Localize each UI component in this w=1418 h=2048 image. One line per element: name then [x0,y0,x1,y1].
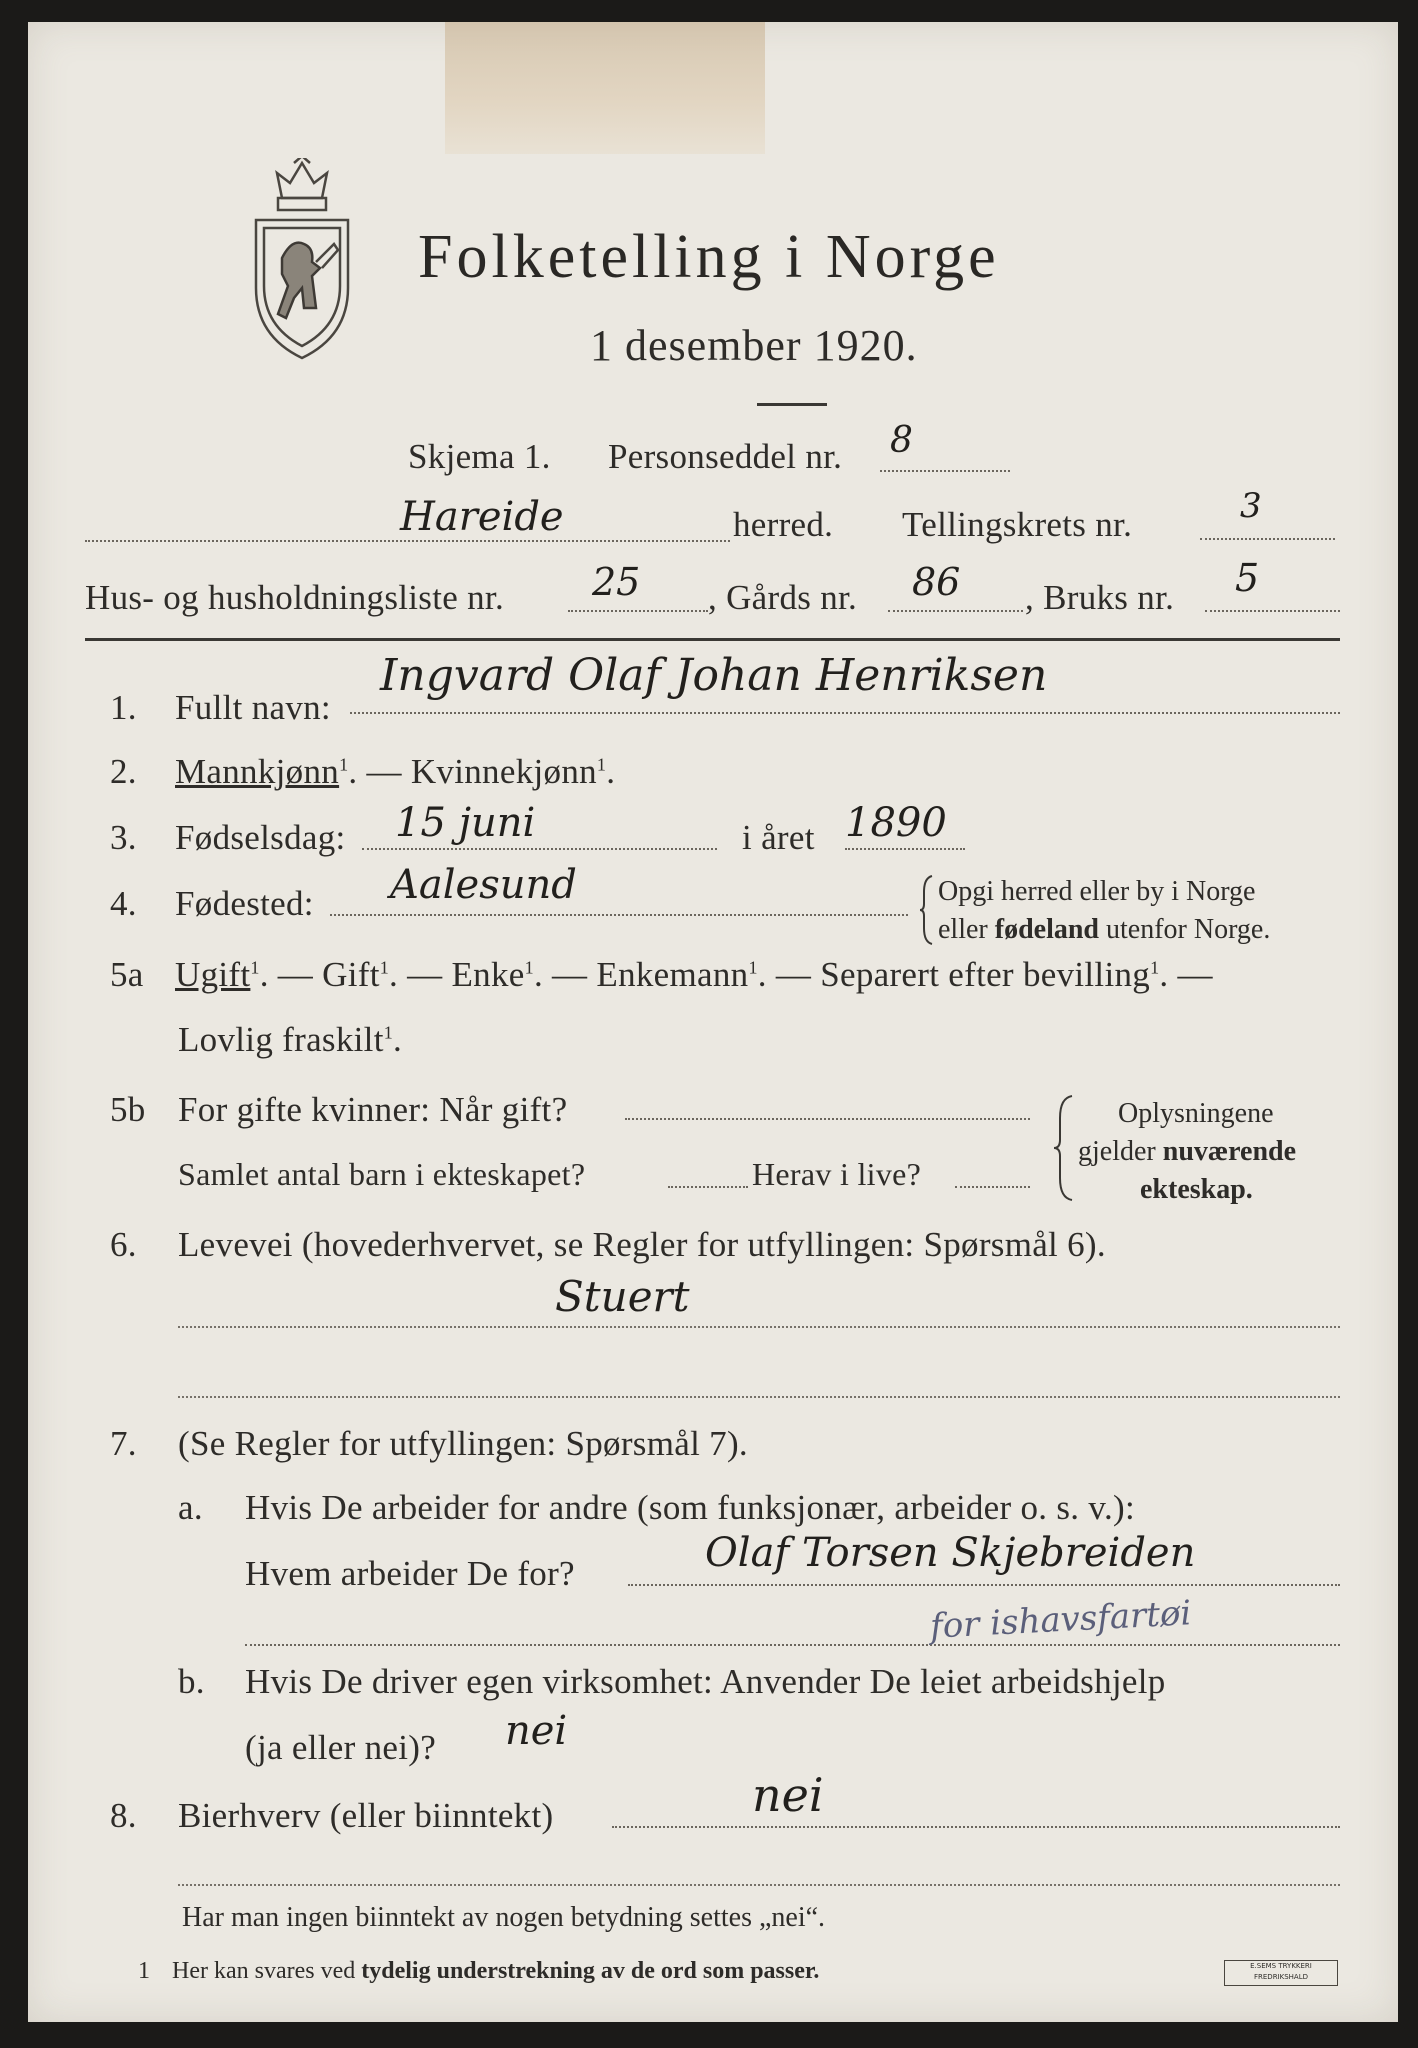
q8-number: 8. [110,1796,137,1835]
q5b-note-line-3: ekteskap. [1140,1174,1253,1205]
herred-value[interactable]: Hareide [400,494,564,540]
q5a-marital-options [175,955,1213,995]
q7b-label-1: Hvis De driver egen virksomhet: Anvender De leiet arbeidshjelp [245,1662,1166,1701]
q5b-field-line-3 [955,1186,1030,1188]
q3-birthday-value[interactable]: 15 juni [395,800,536,846]
q7a-label-1: Hvis De arbeider for andre (som funksjonær, arbeider o. s. v.): [245,1488,1135,1527]
tellingskrets-field-line [1200,538,1335,540]
q2-gender-options [175,752,615,792]
q5a-mark-2: 1 [379,957,390,978]
q6-field-line-1 [178,1326,1340,1328]
q2-mannkjonn-option[interactable]: Mannkjønn [175,752,340,791]
q4-birthplace-value[interactable]: Aalesund [390,862,577,908]
q4-field-line [330,914,908,916]
q4-label: Fødested: [175,884,314,923]
q3-year-field-line [845,848,965,850]
norwegian-coat-of-arms-icon [242,158,362,363]
q1-full-name-value[interactable]: Ingvard Olaf Johan Henriksen [380,650,1048,701]
q5b-note-gjelder: gjelder [1078,1136,1163,1167]
gards-value[interactable]: 86 [912,560,961,604]
q5a-mark-5: 1 [1150,957,1160,978]
footnote-number: 1 [138,1958,150,1984]
footnote-text: Her kan svares ved [172,1958,362,1984]
q5a-enke-option[interactable]: . — Enke [389,955,525,994]
q2-footnote-mark-2: 1 [596,754,607,775]
q6-occupation-value[interactable]: Stuert [555,1272,690,1321]
q4-note-fodeland: fødeland [994,914,1099,945]
q5a-number: 5a [110,955,144,994]
q2-footnote-mark-1: 1 [339,754,349,775]
q7b-value[interactable]: nei [505,1708,568,1754]
q5b-label-3: Herav i live? [752,1156,922,1192]
tellingskrets-label: Tellingskrets nr. [902,505,1133,544]
q3-label: Fødselsdag: [175,818,346,857]
husholdning-field-line [568,610,708,612]
nei-instruction: Har man ingen biinntekt av nogen betydning settes „nei“. [182,1902,826,1933]
q3-number: 3. [110,818,137,857]
q4-note-line-2 [938,914,1270,946]
form-title: Folketelling i Norge [418,223,1000,291]
q6-label: Levevei (hovederhvervet, se Regler for utfyllingen: Spørsmål 6). [178,1225,1106,1264]
q7a-employer-value[interactable]: Olaf Torsen Skjebreiden [705,1530,1196,1576]
q7b-label-2: (ja eller nei)? [245,1728,437,1767]
q4-note-brace-icon [918,874,934,946]
bruks-label: , Bruks nr. [1025,578,1175,617]
q1-label: Fullt navn: [175,688,331,727]
q3-field-line [362,848,717,850]
q5a-mark-3: 1 [524,957,534,978]
q5a-fraskilt-option[interactable]: Lovlig fraskilt [178,1020,384,1059]
q5b-label-2: Samlet antal barn i ekteskapet? [178,1156,586,1192]
q5b-label-1: For gifte kvinner: Når gift? [178,1090,568,1129]
header-divider [85,638,1340,641]
q5a-line-2-end: . [393,1020,403,1059]
q3-year-label: i året [742,818,815,857]
q4-note-utenfor: utenfor Norge. [1099,914,1271,945]
q2-kvinnekjonn-option[interactable]: . — Kvinnekjønn [348,752,597,791]
q5b-note-line-2 [1078,1136,1296,1168]
q7a-field-line-1 [628,1584,1340,1586]
census-date: 1 desember 1920. [590,321,918,370]
gards-field-line [888,610,1023,612]
q5b-field-line-2 [668,1186,748,1188]
herred-field-line [85,540,730,542]
q7a-label-2: Hvem arbeider De for? [245,1554,575,1593]
q1-number: 1. [110,688,137,727]
tellingskrets-value[interactable]: 3 [1240,486,1262,526]
personseddel-field-line [880,470,1010,472]
q7a-letter: a. [178,1488,203,1527]
q5a-gift-option[interactable]: . — Gift [259,955,380,994]
herred-label: herred. [733,505,834,544]
bruks-field-line [1205,610,1340,612]
husholdning-label: Hus- og husholdningsliste nr. [85,578,504,617]
bruks-value[interactable]: 5 [1235,556,1260,600]
personseddel-label: Personseddel nr. [608,437,843,476]
footnote [138,1958,819,1985]
q4-note-line-1: Opgi herred eller by i Norge [938,876,1256,907]
q5a-mark-6: 1 [383,1022,394,1043]
q5a-line-2 [178,1020,402,1060]
q5b-note-brace-icon [1052,1094,1074,1202]
q5a-mark-4: 1 [748,957,758,978]
gards-label: , Gårds nr. [708,578,858,617]
q6-number: 6. [110,1225,137,1264]
printer-mark: E.SEMS TRYKKERI FREDRIKSHALD [1224,1960,1338,1986]
q5b-note-nuvaerende: nuværende [1162,1136,1297,1167]
personseddel-value[interactable]: 8 [890,420,913,461]
q2-end: . [606,752,616,791]
q8-label: Bierhverv (eller biinntekt) [178,1796,554,1835]
title-divider [757,403,827,406]
q7-number: 7. [110,1424,137,1463]
q5a-ugift-option[interactable]: Ugift [175,955,251,994]
q8-field-line-2 [178,1884,1340,1886]
q5b-note-line-1: Oplysningene [1118,1098,1274,1129]
q6-field-line-2 [178,1396,1340,1398]
q7b-letter: b. [178,1662,205,1701]
q4-number: 4. [110,884,137,923]
q3-birth-year-value[interactable]: 1890 [845,800,947,846]
q7a-employer-note[interactable]: for ishavsfartøi [929,1593,1193,1647]
tape-remnant [445,22,765,154]
footnote-bold: tydelig understrekning av de ord som passer. [361,1958,820,1984]
q8-field-line [612,1826,1340,1828]
q5a-separert-option[interactable]: . — Separert efter bevilling [757,955,1151,994]
q7-label: (Se Regler for utfyllingen: Spørsmål 7). [178,1424,748,1463]
q5b-number: 5b [110,1090,146,1129]
q5a-enkemann-option[interactable]: . — Enkemann [533,955,749,994]
skjema-label: Skjema 1. [408,437,551,476]
q7a-field-line-2 [245,1644,1340,1646]
q5a-dash: . — [1159,955,1213,994]
q5b-field-line-1 [625,1118,1030,1120]
q5a-mark-1: 1 [250,957,260,978]
q4-note-eller: eller [938,914,995,945]
q2-number: 2. [110,752,137,791]
q1-field-line [350,712,1340,714]
q8-value[interactable]: nei [752,1768,824,1822]
husholdning-value[interactable]: 25 [592,560,641,604]
